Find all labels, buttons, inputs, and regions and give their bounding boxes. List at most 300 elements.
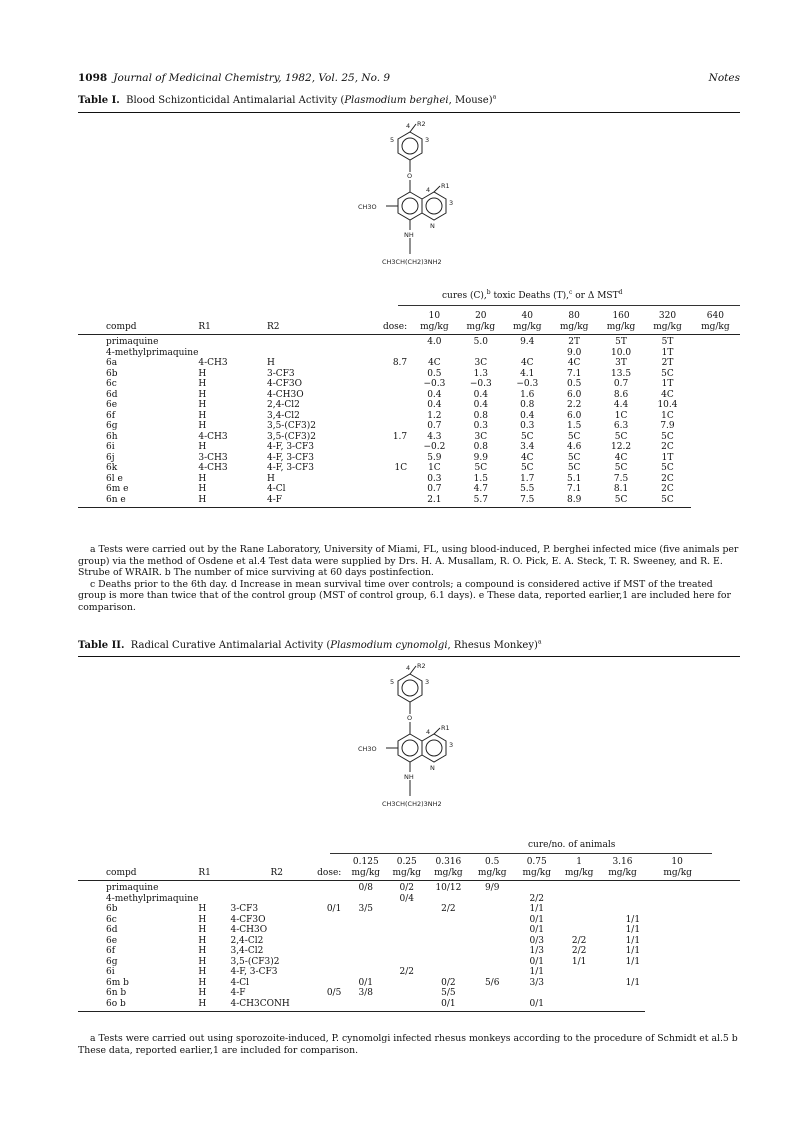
table2-spanner-rule — [330, 853, 712, 854]
table-cell — [316, 915, 345, 926]
table-cell — [386, 957, 427, 968]
table-cell: 5.0 — [473, 337, 488, 347]
table-cell — [345, 936, 386, 947]
table-cell: H — [198, 495, 267, 508]
table-cell — [386, 988, 427, 999]
table-cell — [427, 925, 469, 936]
table-cell: 0/8 — [358, 883, 374, 893]
table-cell: 1/1 — [625, 914, 641, 925]
table-cell: 1C — [394, 463, 408, 473]
svg-text:3: 3 — [449, 741, 454, 749]
svg-text:5: 5 — [390, 136, 395, 144]
table-cell — [359, 369, 411, 380]
table-cell — [470, 999, 515, 1012]
table-cell: 3/5 — [358, 904, 374, 914]
table-cell: 2T — [661, 358, 674, 368]
table-row — [78, 925, 740, 936]
table-cell: 9.4 — [520, 337, 535, 347]
running-header — [78, 72, 740, 88]
table-cell: 1.5 — [566, 421, 582, 431]
table-cell — [198, 348, 267, 359]
table-cell: 1.5 — [473, 473, 488, 484]
table-cell — [386, 904, 427, 915]
table-cell — [359, 484, 411, 495]
table-cell: 4.0 — [427, 337, 442, 347]
table-cell: 5C — [520, 463, 534, 473]
table-cell — [359, 335, 411, 348]
table-cell — [427, 946, 469, 957]
table-cell: 1C — [661, 410, 674, 421]
table-row — [78, 358, 740, 369]
table-cell: 4-CH3 — [198, 431, 228, 442]
table-cell: 5.1 — [566, 473, 582, 484]
table-cell: 4-CH3O — [266, 389, 304, 400]
table-cell — [411, 348, 457, 359]
section-label: Notes — [708, 72, 740, 84]
table-cell: 2.1 — [411, 495, 457, 508]
table-cell: 2C — [661, 473, 674, 484]
table-cell: 4-CH3 — [198, 463, 228, 473]
table-row — [78, 978, 740, 989]
table-cell — [600, 988, 646, 999]
compound-cell: 6n b — [106, 988, 127, 998]
table-cell: 4.3 — [427, 431, 442, 442]
compound-cell: primaquine — [106, 337, 159, 347]
compound-cell: 6i — [106, 442, 115, 452]
table-cell: 10.0 — [611, 347, 632, 358]
compound-cell: 6i — [106, 967, 115, 977]
table-cell: 1C — [614, 410, 628, 421]
table-cell: 12.2 — [611, 442, 632, 452]
table-cell — [559, 988, 600, 999]
table-cell — [470, 894, 515, 905]
table-cell: 10.4 — [657, 400, 678, 410]
compound-cell: 6l e — [106, 473, 123, 484]
table-cell: 4-F — [230, 988, 246, 998]
table-row — [78, 348, 740, 359]
table-cell — [316, 978, 345, 989]
svg-text:3: 3 — [449, 199, 454, 207]
table-cell — [470, 957, 515, 968]
table-cell — [316, 967, 345, 978]
table1-header-row: compd R1 R2 dose: mg/kg mg/kg mg/kg mg/kg mg/kg mg/kg mg/kg — [78, 322, 740, 335]
table-cell: H — [198, 379, 207, 389]
table1-spanner: cures (C),$^b$ toxic Deaths (T),$^c$ or Δ MST$^d$ — [442, 289, 623, 301]
table-cell: 3,4-Cl2 — [230, 946, 264, 956]
svg-text:O: O — [407, 714, 413, 722]
table-cell: H — [198, 410, 207, 421]
table-cell — [359, 453, 411, 464]
table-row — [78, 432, 740, 443]
table-cell: 9.9 — [473, 452, 488, 463]
table-cell: 1/1 — [625, 956, 641, 967]
table-cell: −0.3 — [516, 379, 539, 389]
table-cell: −0.3 — [423, 379, 446, 389]
table-cell: 1/1 — [625, 977, 641, 988]
table-row — [78, 421, 740, 432]
table1-top-rule — [78, 112, 740, 113]
table-cell: 0/2 — [441, 977, 456, 988]
table1-dose-row: 10 20 40 80 160 320 640 — [428, 311, 724, 321]
table-cell — [427, 915, 469, 926]
table-cell — [316, 946, 345, 957]
table2-label: Table II. — [78, 640, 125, 651]
compound-cell: 6f — [106, 410, 116, 421]
table2-top-rule — [78, 656, 740, 657]
compound-cell: 6n e — [78, 495, 198, 508]
table-cell: 5.9 — [427, 452, 442, 463]
table-cell — [316, 957, 345, 968]
table-cell: 0/1 — [529, 914, 544, 925]
compound-cell: primaquine — [106, 883, 159, 893]
table-cell: 5C — [567, 452, 581, 463]
table-row — [78, 967, 740, 978]
table-cell: 0.4 — [427, 389, 442, 400]
table-cell: 5C — [661, 463, 674, 473]
svg-text:NH: NH — [404, 773, 414, 781]
table-cell — [230, 881, 315, 894]
table-cell: 4-F — [267, 495, 359, 508]
table-cell: 0.7 — [613, 379, 629, 389]
table-cell: 1/1 — [625, 946, 641, 956]
table-cell: 1.7 — [392, 431, 408, 442]
table-cell: 1/1 — [529, 904, 544, 914]
table-cell — [504, 348, 550, 359]
table-cell: 4-CF3O — [230, 914, 266, 925]
table-row — [78, 390, 740, 401]
table-cell: 0/1 — [358, 977, 374, 988]
page-number: 1098 — [78, 72, 108, 84]
table-cell: 1.3 — [473, 368, 488, 379]
table-cell — [600, 904, 646, 915]
table1-label: Table I. — [78, 95, 120, 106]
table-cell: 0/2 — [399, 883, 414, 893]
table-cell — [559, 904, 600, 915]
compound-cell: 6e — [106, 400, 118, 410]
table-cell: −0.2 — [423, 442, 446, 452]
table-cell — [359, 442, 411, 453]
table-cell: 9.0 — [566, 347, 582, 358]
table-cell — [359, 348, 411, 359]
table-row — [78, 474, 740, 485]
table-cell: 8.9 — [550, 495, 597, 508]
label-r1: R1 — [441, 182, 450, 190]
table-cell — [386, 915, 427, 926]
compound-cell: 6d — [106, 925, 118, 935]
table-row — [78, 881, 740, 894]
table-cell: 4-Cl — [266, 484, 286, 494]
table-cell: 0.4 — [473, 389, 488, 400]
table-cell: 0.8 — [473, 442, 488, 452]
table-cell — [386, 925, 427, 936]
table-cell — [345, 915, 386, 926]
table-cell — [470, 946, 515, 957]
table-cell: 7.5 — [504, 495, 550, 508]
table-cell — [359, 379, 411, 390]
table-cell: 3,4-Cl2 — [266, 410, 300, 421]
compound-cell: 6o b — [78, 999, 198, 1012]
table-cell: 4C — [614, 452, 628, 463]
table-row — [78, 379, 740, 390]
table-cell — [559, 925, 600, 936]
table-cell — [427, 957, 469, 968]
table-cell: 4-F, 3-CF3 — [266, 442, 314, 452]
table-cell: 3-CF3 — [230, 904, 259, 914]
label-r1: R1 — [441, 724, 450, 732]
table-cell — [470, 915, 515, 926]
table-cell: H — [198, 473, 207, 484]
table-cell — [600, 967, 646, 978]
table-cell: 1/1 — [571, 956, 587, 967]
table-row — [78, 369, 740, 380]
table-cell: 1/1 — [625, 925, 641, 935]
table-cell — [230, 894, 315, 905]
table-cell: 7.5 — [613, 473, 629, 484]
table-cell — [345, 925, 386, 936]
table2-caption: Table II. Radical Curative Antimalarial Activity (Plasmodium cynomolgi, Rhesus Monkey)$^a$ — [78, 638, 542, 651]
table-cell: 9/9 — [484, 883, 500, 893]
table-cell: 0/1 — [529, 925, 544, 935]
table-cell: 4C — [520, 358, 534, 368]
table-cell: 7.1 — [566, 368, 582, 379]
table-cell: H — [198, 967, 207, 977]
table-row — [78, 400, 740, 411]
table-cell — [515, 988, 559, 999]
table-cell: H — [198, 946, 207, 956]
table2-header-row: compd R1 R2 dose: mg/kg mg/kg mg/kg mg/kg mg/kg mg/kg mg/kg mg/kg — [78, 868, 740, 881]
table-cell: 2/2 — [441, 904, 456, 914]
table-cell — [359, 390, 411, 401]
table-cell: H — [198, 904, 207, 914]
table-cell: 1.2 — [427, 410, 442, 421]
table-cell: 8.7 — [392, 358, 408, 368]
table-cell — [345, 967, 386, 978]
svg-text:NH: NH — [404, 231, 414, 239]
table-cell: 5/6 — [484, 977, 500, 988]
table-cell: 4.7 — [473, 484, 488, 494]
table-cell: 0.8 — [473, 410, 488, 421]
svg-text:CH3CH(CH2)3NH2: CH3CH(CH2)3NH2 — [382, 800, 442, 808]
table-cell — [359, 495, 411, 508]
table-cell: 1T — [661, 347, 674, 358]
table-cell: 5C — [644, 495, 690, 508]
table-cell: H — [266, 473, 275, 484]
table-cell: 4-F, 3-CF3 — [266, 452, 314, 463]
table-cell: 5.5 — [520, 484, 535, 494]
table-cell: 0/1 — [326, 904, 342, 914]
table-cell: 4C — [428, 358, 441, 368]
table-row — [78, 442, 740, 453]
table-cell — [198, 335, 267, 348]
table-cell — [316, 881, 345, 894]
table-cell: H — [198, 999, 230, 1012]
table-cell — [559, 999, 600, 1012]
table-cell: 4-CH3 — [198, 358, 228, 368]
table-cell: H — [198, 400, 207, 410]
compound-cell: 6b — [106, 368, 118, 379]
table-cell — [600, 999, 646, 1012]
svg-text:4: 4 — [426, 728, 431, 736]
table-cell: 3,5-(CF3)2 — [266, 421, 316, 431]
table-cell — [359, 400, 411, 411]
compound-cell: 6c — [106, 914, 117, 925]
table-cell: 2,4-Cl2 — [266, 400, 300, 410]
svg-text:3: 3 — [425, 136, 430, 144]
table-cell — [600, 894, 646, 905]
table-cell: 4-F, 3-CF3 — [230, 967, 278, 977]
table-cell: −0.3 — [469, 379, 492, 389]
table-cell — [316, 936, 345, 947]
table-cell — [386, 999, 427, 1012]
table-cell: 5C — [661, 431, 674, 442]
table-row — [78, 894, 740, 905]
table-cell — [316, 894, 345, 905]
table-cell: H — [198, 988, 207, 998]
table-cell: 0.7 — [427, 484, 442, 494]
compound-cell: 6m e — [106, 484, 129, 494]
table-cell: 5C — [567, 463, 581, 473]
svg-text:O: O — [407, 172, 413, 180]
table-cell: 0.5 — [427, 368, 442, 379]
table-cell: 8.6 — [613, 389, 629, 400]
table-cell: 5C — [614, 431, 628, 442]
table-cell — [267, 348, 359, 359]
table-row — [78, 411, 740, 422]
table-cell — [427, 967, 469, 978]
table-row — [78, 463, 740, 474]
compound-cell: 6k — [106, 463, 118, 473]
table1 — [78, 311, 740, 508]
table-cell: H — [198, 389, 207, 400]
compound-cell: 6d — [106, 389, 118, 400]
table-cell — [515, 881, 559, 894]
svg-text:CH3CH(CH2)3NH2: CH3CH(CH2)3NH2 — [382, 258, 442, 266]
table-cell: 2,4-Cl2 — [230, 935, 264, 946]
table2-dose-row: 0.125 0.25 0.316 0.5 0.75 1 3.16 10 — [352, 857, 683, 867]
compound-cell: 6f — [106, 946, 116, 956]
table-cell: 7.1 — [566, 484, 582, 494]
table-cell: 0.4 — [427, 400, 442, 410]
table-cell: 0.3 — [427, 473, 442, 484]
table-cell: 3/3 — [529, 977, 544, 988]
table-cell: 3/8 — [358, 988, 374, 998]
compound-cell: 6e — [106, 935, 118, 946]
compound-cell: 6c — [106, 379, 117, 389]
table-cell — [267, 335, 359, 348]
table-cell: 4C — [567, 358, 581, 368]
compound-cell: 6j — [106, 452, 115, 463]
table1-caption: Table I. Blood Schizonticidal Antimalarial Activity (Plasmodium berghei, Mouse)$^a$ — [78, 93, 497, 106]
table-cell: 6.0 — [566, 410, 582, 421]
table-cell — [345, 894, 386, 905]
table-cell: 4.6 — [566, 442, 582, 452]
table-cell: H — [198, 956, 207, 967]
table-cell: 5C — [614, 463, 628, 473]
table-cell: 6.0 — [566, 389, 582, 400]
table-cell: 4-CH3CONH — [230, 999, 315, 1012]
table-cell: 7.9 — [660, 421, 675, 431]
table-cell: 2T — [568, 337, 581, 347]
table-cell: 0.3 — [473, 421, 488, 431]
table-cell: 6.3 — [613, 421, 629, 431]
table-cell: H — [198, 914, 207, 925]
table-cell: 0/4 — [399, 893, 414, 904]
table-cell: 3-CH3 — [198, 452, 228, 463]
table-cell — [316, 999, 345, 1012]
table-cell: 5C — [567, 431, 581, 442]
table-cell: H — [266, 358, 275, 368]
table-cell — [600, 881, 646, 894]
table-cell — [559, 967, 600, 978]
table-cell: 4.4 — [613, 400, 629, 410]
table-cell: 4-CF3O — [266, 379, 302, 389]
table-cell: 1T — [661, 379, 674, 389]
table-cell — [470, 967, 515, 978]
table-cell: 0/5 — [326, 988, 342, 998]
table-cell — [198, 894, 230, 905]
table-cell: 5C — [598, 495, 644, 508]
table-cell: 5T — [615, 337, 627, 347]
svg-text:4: 4 — [406, 664, 411, 672]
table-cell: 4-F, 3-CF3 — [266, 463, 314, 473]
table-cell: 10/12 — [435, 883, 462, 893]
table-cell — [427, 894, 469, 905]
svg-text:N: N — [430, 764, 435, 772]
svg-text:5: 5 — [390, 678, 395, 686]
table-row — [78, 484, 740, 495]
compound-cell: 6h — [106, 431, 118, 442]
compound-cell: 4-methylprimaquine — [106, 893, 199, 904]
table-cell: 5C — [520, 431, 534, 442]
table-cell: 4-CH3O — [230, 925, 268, 935]
table-cell: 5T — [661, 337, 674, 347]
table-cell: H — [198, 935, 207, 946]
table-cell: 4.1 — [520, 368, 535, 379]
table-cell: 0/1 — [515, 999, 559, 1012]
table-cell: H — [198, 442, 207, 452]
table-cell: 1.6 — [520, 389, 535, 400]
table-cell: 1C — [428, 463, 441, 473]
compound-cell: 4-methylprimaquine — [106, 347, 199, 358]
table-cell: 5.7 — [458, 495, 504, 508]
table-cell: H — [198, 925, 207, 935]
table-cell — [470, 936, 515, 947]
table-cell: 3.4 — [520, 442, 535, 452]
label-r2: R2 — [417, 662, 426, 670]
table1-spanner-rule — [398, 305, 740, 306]
compound-cell: 6m b — [106, 977, 129, 988]
table-cell — [559, 915, 600, 926]
table-row — [78, 335, 740, 348]
table-cell: 4C — [661, 389, 674, 400]
table-cell: 1/3 — [529, 946, 544, 956]
table-cell — [559, 881, 600, 894]
table-cell: H — [198, 484, 207, 494]
table-cell: 1.7 — [520, 473, 535, 484]
table-cell — [470, 988, 515, 999]
table-cell: 1T — [661, 452, 674, 463]
table-cell: 1/1 — [529, 967, 544, 977]
table-cell: 4C — [520, 452, 534, 463]
table-cell: 0.3 — [520, 421, 535, 431]
table-cell — [427, 936, 469, 947]
table-cell: 1/1 — [625, 935, 641, 946]
table-cell: 3,5-(CF3)2 — [266, 431, 316, 442]
table-cell: 2/2 — [571, 935, 587, 946]
table-cell: 0.4 — [520, 410, 535, 421]
svg-text:3: 3 — [425, 678, 430, 686]
table-cell: 2.2 — [566, 400, 582, 410]
